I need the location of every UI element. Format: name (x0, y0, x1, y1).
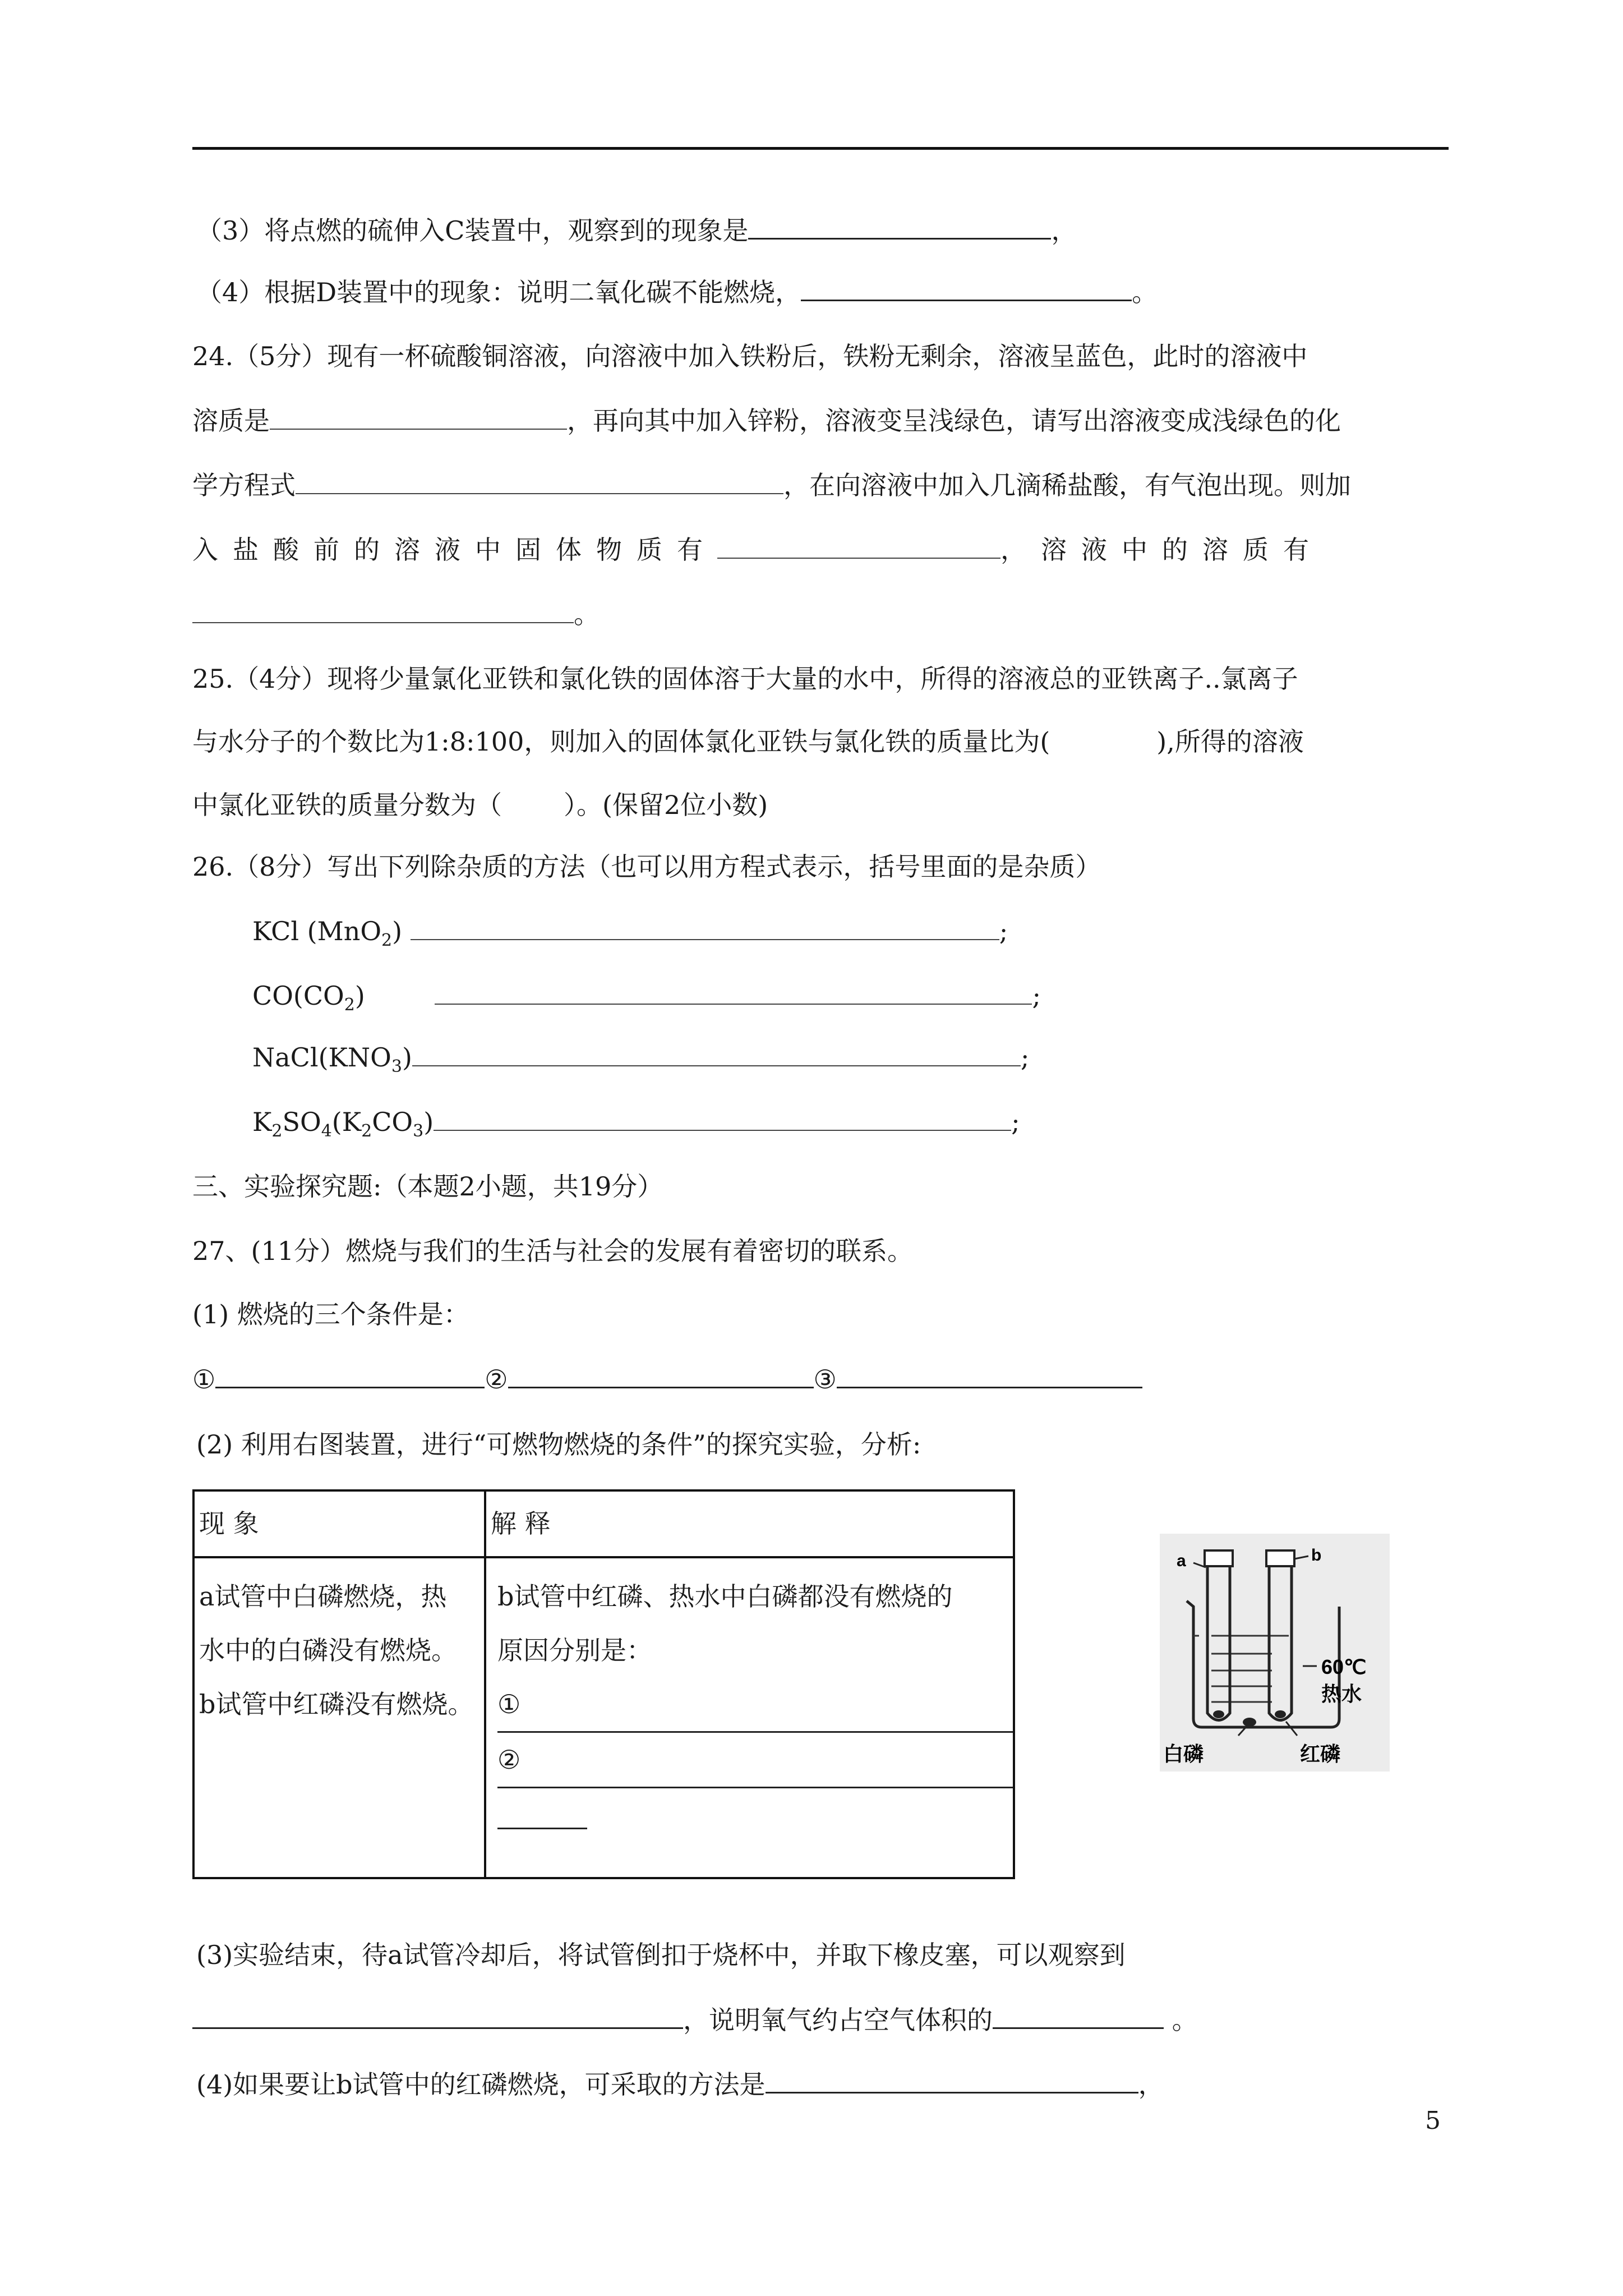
q25-line1: 25.（4分）现将少量氯化亚铁和氯化铁的固体溶于大量的水中，所得的溶液总的亚铁离子..氯离子 (192, 664, 1298, 694)
explanation-cell: b试管中红磷、热水中白磷都没有燃烧的 原因分别是： ① ② (485, 1557, 1014, 1878)
answer-blank[interactable] (508, 1362, 814, 1388)
beaker (1187, 1601, 1339, 1727)
q27-part1: (1) 燃烧的三个条件是： (192, 1299, 469, 1329)
apparatus-figure (1160, 1534, 1390, 1772)
q27-part3-line1: (3)实验结束，待a试管冷却后，将试管倒扣于烧杯中，并取下橡皮塞，可以观察到 (196, 1940, 1126, 1970)
q24-line3: 学方程式 ，在向溶液中加入几滴稀盐酸，有气泡出现。则加 (192, 468, 1351, 502)
q26-item-kcl: KCl (MnO$_2$) ; (252, 914, 1008, 958)
answer-blank[interactable] (411, 914, 999, 940)
answer-blank[interactable] (215, 1362, 485, 1388)
stopper-b (1266, 1550, 1294, 1566)
answer-blank[interactable] (192, 597, 574, 623)
header-rule (192, 147, 1449, 150)
label-white-phosphorus: 白磷 (1163, 1743, 1204, 1766)
tube-a (1207, 1566, 1230, 1720)
answer-blank[interactable] (748, 213, 1051, 240)
answer-blank[interactable] (766, 2067, 1138, 2093)
q27-part3-line2: ，说明氧气约占空气体积的 。 (192, 2003, 1198, 2037)
section-heading: 三、实验探究题:（本题2小题，共19分） (192, 1171, 663, 1202)
q26-item-nacl: $NaCl(KNO_3)$ ; (252, 1041, 1029, 1084)
label-hot-water: 热水 (1321, 1683, 1362, 1706)
answer-blank[interactable] (296, 468, 783, 494)
phenomenon-cell: a试管中白磷燃烧，热 水中的白磷没有燃烧。 b试管中红磷没有燃烧。 (193, 1557, 485, 1878)
q26-title: 26.（8分）写出下列除杂质的方法（也可以用方程式表示，括号里面的是杂质） (192, 852, 1101, 882)
q27-title: 27、(11分）燃烧与我们的生活与社会的发展有着密切的联系。 (192, 1236, 914, 1266)
stopper-a (1205, 1550, 1233, 1566)
explanation-answer-3[interactable] (497, 1788, 587, 1829)
page-number: 5 (1425, 2106, 1441, 2135)
white-phosphorus-tube (1213, 1710, 1224, 1718)
q27-part2: (2) 利用右图装置，进行“可燃物燃烧的条件”的探究实验，分析: (196, 1429, 921, 1460)
q26-item-k2so4: $K_2SO_4(K_2CO_3)$ ; (252, 1105, 1020, 1148)
answer-blank[interactable] (192, 2003, 683, 2029)
label-b: b (1311, 1546, 1322, 1565)
label-temperature: 60℃ (1321, 1655, 1367, 1678)
q25-line2: 与水分子的个数比为1:8:100，则加入的固体氯化亚铁与氯化铁的质量比为( ),所得的溶液 (192, 726, 1304, 757)
answer-blank[interactable] (434, 1105, 1011, 1131)
answer-blank[interactable] (801, 275, 1132, 301)
table-header-phenomenon: 现 象 (193, 1490, 485, 1557)
q24-line1: 24.（5分）现有一杯硫酸铜溶液，向溶液中加入铁粉后，铁粉无剩余，溶液呈蓝色，此时的溶液中 (192, 341, 1308, 371)
q27-part4: (4)如果要让b试管中的红磷燃烧，可采取的方法是 ， (196, 2067, 1164, 2101)
answer-blank[interactable] (435, 979, 1032, 1005)
test-tube-diagram (1160, 1534, 1390, 1772)
q24-line2: 溶质是 ，再向其中加入锌粉，溶液变呈浅绿色，请写出溶液变成浅绿色的化 (192, 404, 1341, 438)
experiment-table (192, 1489, 1015, 1879)
q23-item4: （4）根据D装置中的现象：说明二氧化碳不能燃烧， 。 (196, 275, 1158, 309)
q24-line5: 。 (192, 597, 600, 631)
red-phosphorus-tube (1275, 1710, 1286, 1718)
explanation-answer-2[interactable]: ② (497, 1733, 1013, 1788)
white-phosphorus-water (1243, 1718, 1256, 1727)
answer-blank[interactable] (993, 2003, 1164, 2029)
q23-item3: （3）将点燃的硫伸入C装置中，观察到的现象是 ， (196, 213, 1077, 247)
answer-blank[interactable] (412, 1041, 1021, 1066)
answer-blank[interactable] (837, 1362, 1142, 1388)
q27-conditions: ① ② ③ (192, 1362, 1142, 1396)
answer-blank[interactable] (270, 404, 567, 430)
label-red-phosphorus: 红磷 (1300, 1743, 1341, 1766)
q24-line4: 入盐酸前的溶液中固体物质有 ，溶液中的溶质有 (192, 533, 1324, 567)
q26-item-co: $CO(CO_2)$ ; (252, 979, 1041, 1022)
q25-line3: 中氯化亚铁的质量分数为（ ）。(保留2位小数) (192, 790, 768, 820)
explanation-answer-1[interactable]: ① (497, 1677, 1013, 1733)
table-header-explanation: 解 释 (485, 1490, 1014, 1557)
tube-b (1269, 1566, 1292, 1720)
answer-blank[interactable] (717, 533, 1000, 559)
label-a: a (1177, 1552, 1186, 1570)
